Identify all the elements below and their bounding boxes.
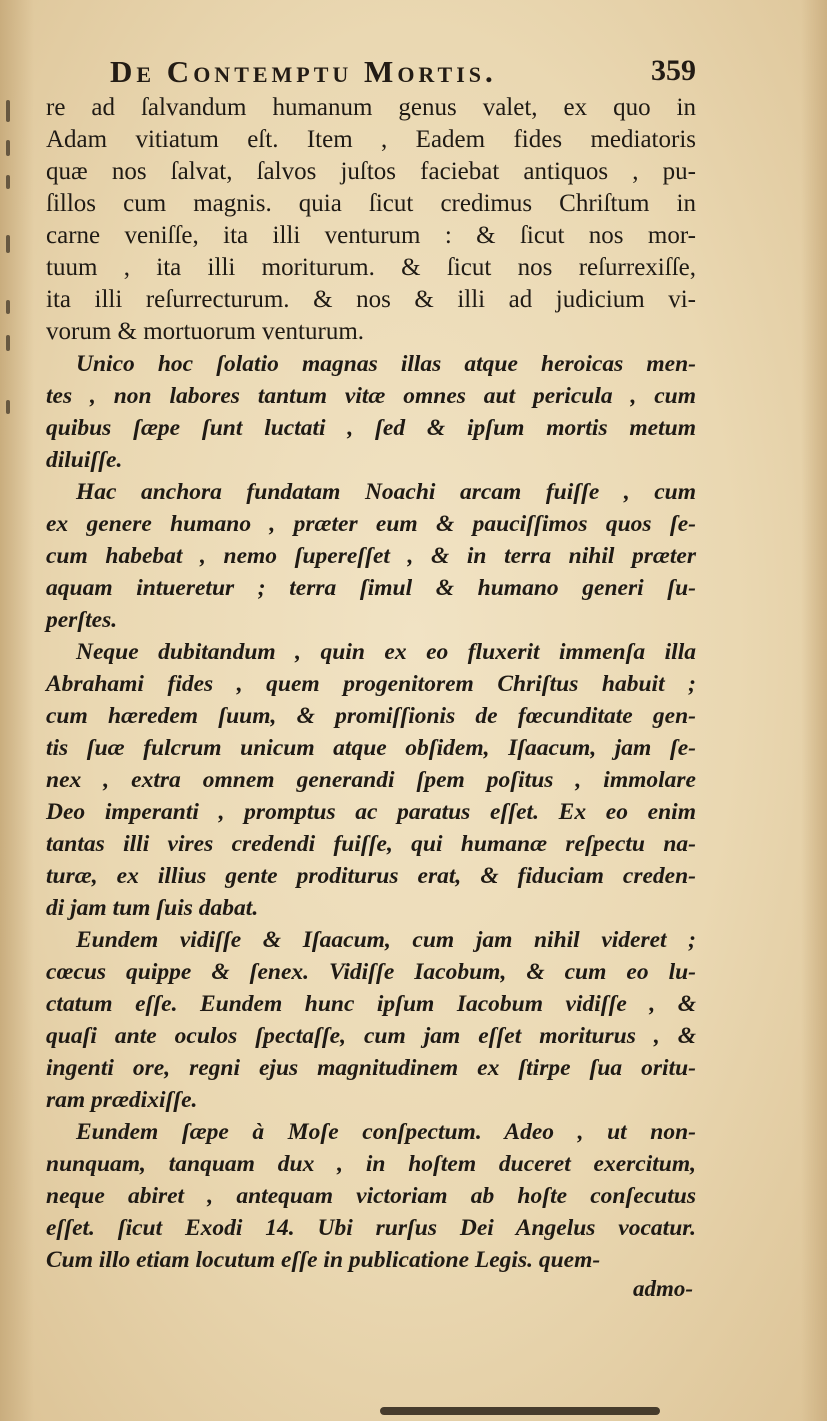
bleed-mark — [6, 235, 10, 253]
text-line: re ad ſalvandum humanum genus valet, ex quo in — [46, 94, 696, 121]
bleed-mark — [6, 100, 10, 122]
text-line: diluiſſe. — [46, 447, 123, 473]
paragraph — [46, 924, 696, 1116]
text-line: eſſet. ſicut Exodi 14. Ubi rurſus Dei Angelus vocatur. — [46, 1215, 696, 1241]
paragraph — [46, 1116, 696, 1276]
text-line: di jam tum ſuis dabat. — [46, 895, 259, 921]
paragraph — [46, 348, 696, 476]
text-line: ram prædixiſſe. — [46, 1087, 198, 1113]
gutter-shadow — [0, 0, 34, 1421]
text-line: Eundem ſæpe à Moſe conſpectum. Adeo , ut non- — [76, 1119, 696, 1145]
text-line: Hac anchora fundatam Noachi arcam fuiſſe , cum — [76, 479, 696, 505]
text-line: ita illi reſurrecturum. & nos & illi ad judicium vi- — [46, 286, 696, 313]
text-line: Eundem vidiſſe & Iſaacum, cum jam nihil videret ; — [76, 927, 696, 953]
text-line: vorum & mortuorum venturum. — [46, 318, 365, 345]
text-line: turæ, ex illius gente proditurus erat, & fiduciam creden- — [46, 863, 696, 889]
text-line: ex genere humano , præter eum & pauciſſimos quos ſe- — [46, 511, 696, 537]
text-line: Deo imperanti , promptus ac paratus eſſet. Ex eo enim — [46, 799, 696, 825]
text-line: tis ſuæ fulcrum unicum atque obſidem, Iſaacum, jam ſe- — [46, 735, 696, 761]
page-number: 359 — [651, 54, 696, 87]
catchword: admo- — [632, 1276, 693, 1301]
text-line: nex , extra omnem generandi ſpem poſitus , immolare — [46, 767, 696, 793]
text-line: tantas illi vires credendi fuiſſe, qui humanæ reſpectu na- — [46, 831, 696, 857]
bleed-mark — [6, 140, 10, 156]
bleed-mark — [6, 335, 10, 351]
text-line: Unico hoc ſolatio magnas illas atque heroicas men- — [76, 351, 696, 377]
text-line: aquam intueretur ; terra ſimul & humano generi ſu- — [46, 575, 696, 601]
text-line: cum hæredem ſuum, & promiſſionis de fœcunditate gen- — [46, 703, 696, 729]
text-line: nunquam, tanquam dux , in hoſtem duceret exercitum, — [46, 1151, 696, 1177]
body-text — [46, 92, 696, 1276]
text-line: cum habebat , nemo ſupereſſet , & in terra nihil præter — [46, 543, 696, 569]
text-line: Abrahami fides , quem progenitorem Chriſtus habuit ; — [46, 671, 696, 697]
page-header — [110, 54, 700, 94]
text-line: ingenti ore, regni ejus magnitudinem ex ſtirpe ſua oritu- — [46, 1055, 696, 1081]
text-line: Neque dubitandum , quin ex eo fluxerit immenſa illa — [76, 639, 696, 665]
text-line: quibus ſæpe ſunt luctati , ſed & ipſum mortis metum — [46, 415, 696, 441]
text-line: ſillos cum magnis. quia ſicut credimus Chriſtum in — [46, 190, 696, 217]
text-line: cœcus quippe & ſenex. Vidiſſe Iacobum, & cum eo lu- — [46, 959, 696, 985]
running-head: De Contemptu Mortis. — [110, 54, 497, 89]
paragraph — [46, 92, 696, 348]
binding-shadow — [380, 1407, 660, 1415]
paragraph — [46, 476, 696, 636]
text-line: ctatum eſſe. Eundem hunc ipſum Iacobum vidiſſe , & — [46, 991, 696, 1017]
page-edge — [801, 0, 827, 1421]
bleed-mark — [6, 400, 10, 414]
text-line: neque abiret , antequam victoriam ab hoſte conſecutus — [46, 1183, 696, 1209]
bleed-mark — [6, 300, 10, 314]
text-line: quaſi ante oculos ſpectaſſe, cum jam eſſet moriturus , & — [46, 1023, 696, 1049]
text-line: quæ nos ſalvat, ſalvos juſtos faciebat antiquos , pu- — [46, 158, 696, 185]
text-line: tes , non labores tantum vitæ omnes aut pericula , cum — [46, 383, 696, 409]
bleed-mark — [6, 175, 10, 189]
paragraph — [46, 636, 696, 924]
text-line: tuum , ita illi moriturum. & ſicut nos reſurrexiſſe, — [46, 254, 696, 281]
text-line: carne veniſſe, ita illi venturum : & ſicut nos mor- — [46, 222, 696, 249]
text-line: perſtes. — [46, 607, 118, 633]
text-line: Cum illo etiam locutum eſſe in publicatione Legis. quem- — [46, 1247, 601, 1273]
text-line: Adam vitiatum eſt. Item , Eadem fides mediatoris — [46, 126, 696, 153]
